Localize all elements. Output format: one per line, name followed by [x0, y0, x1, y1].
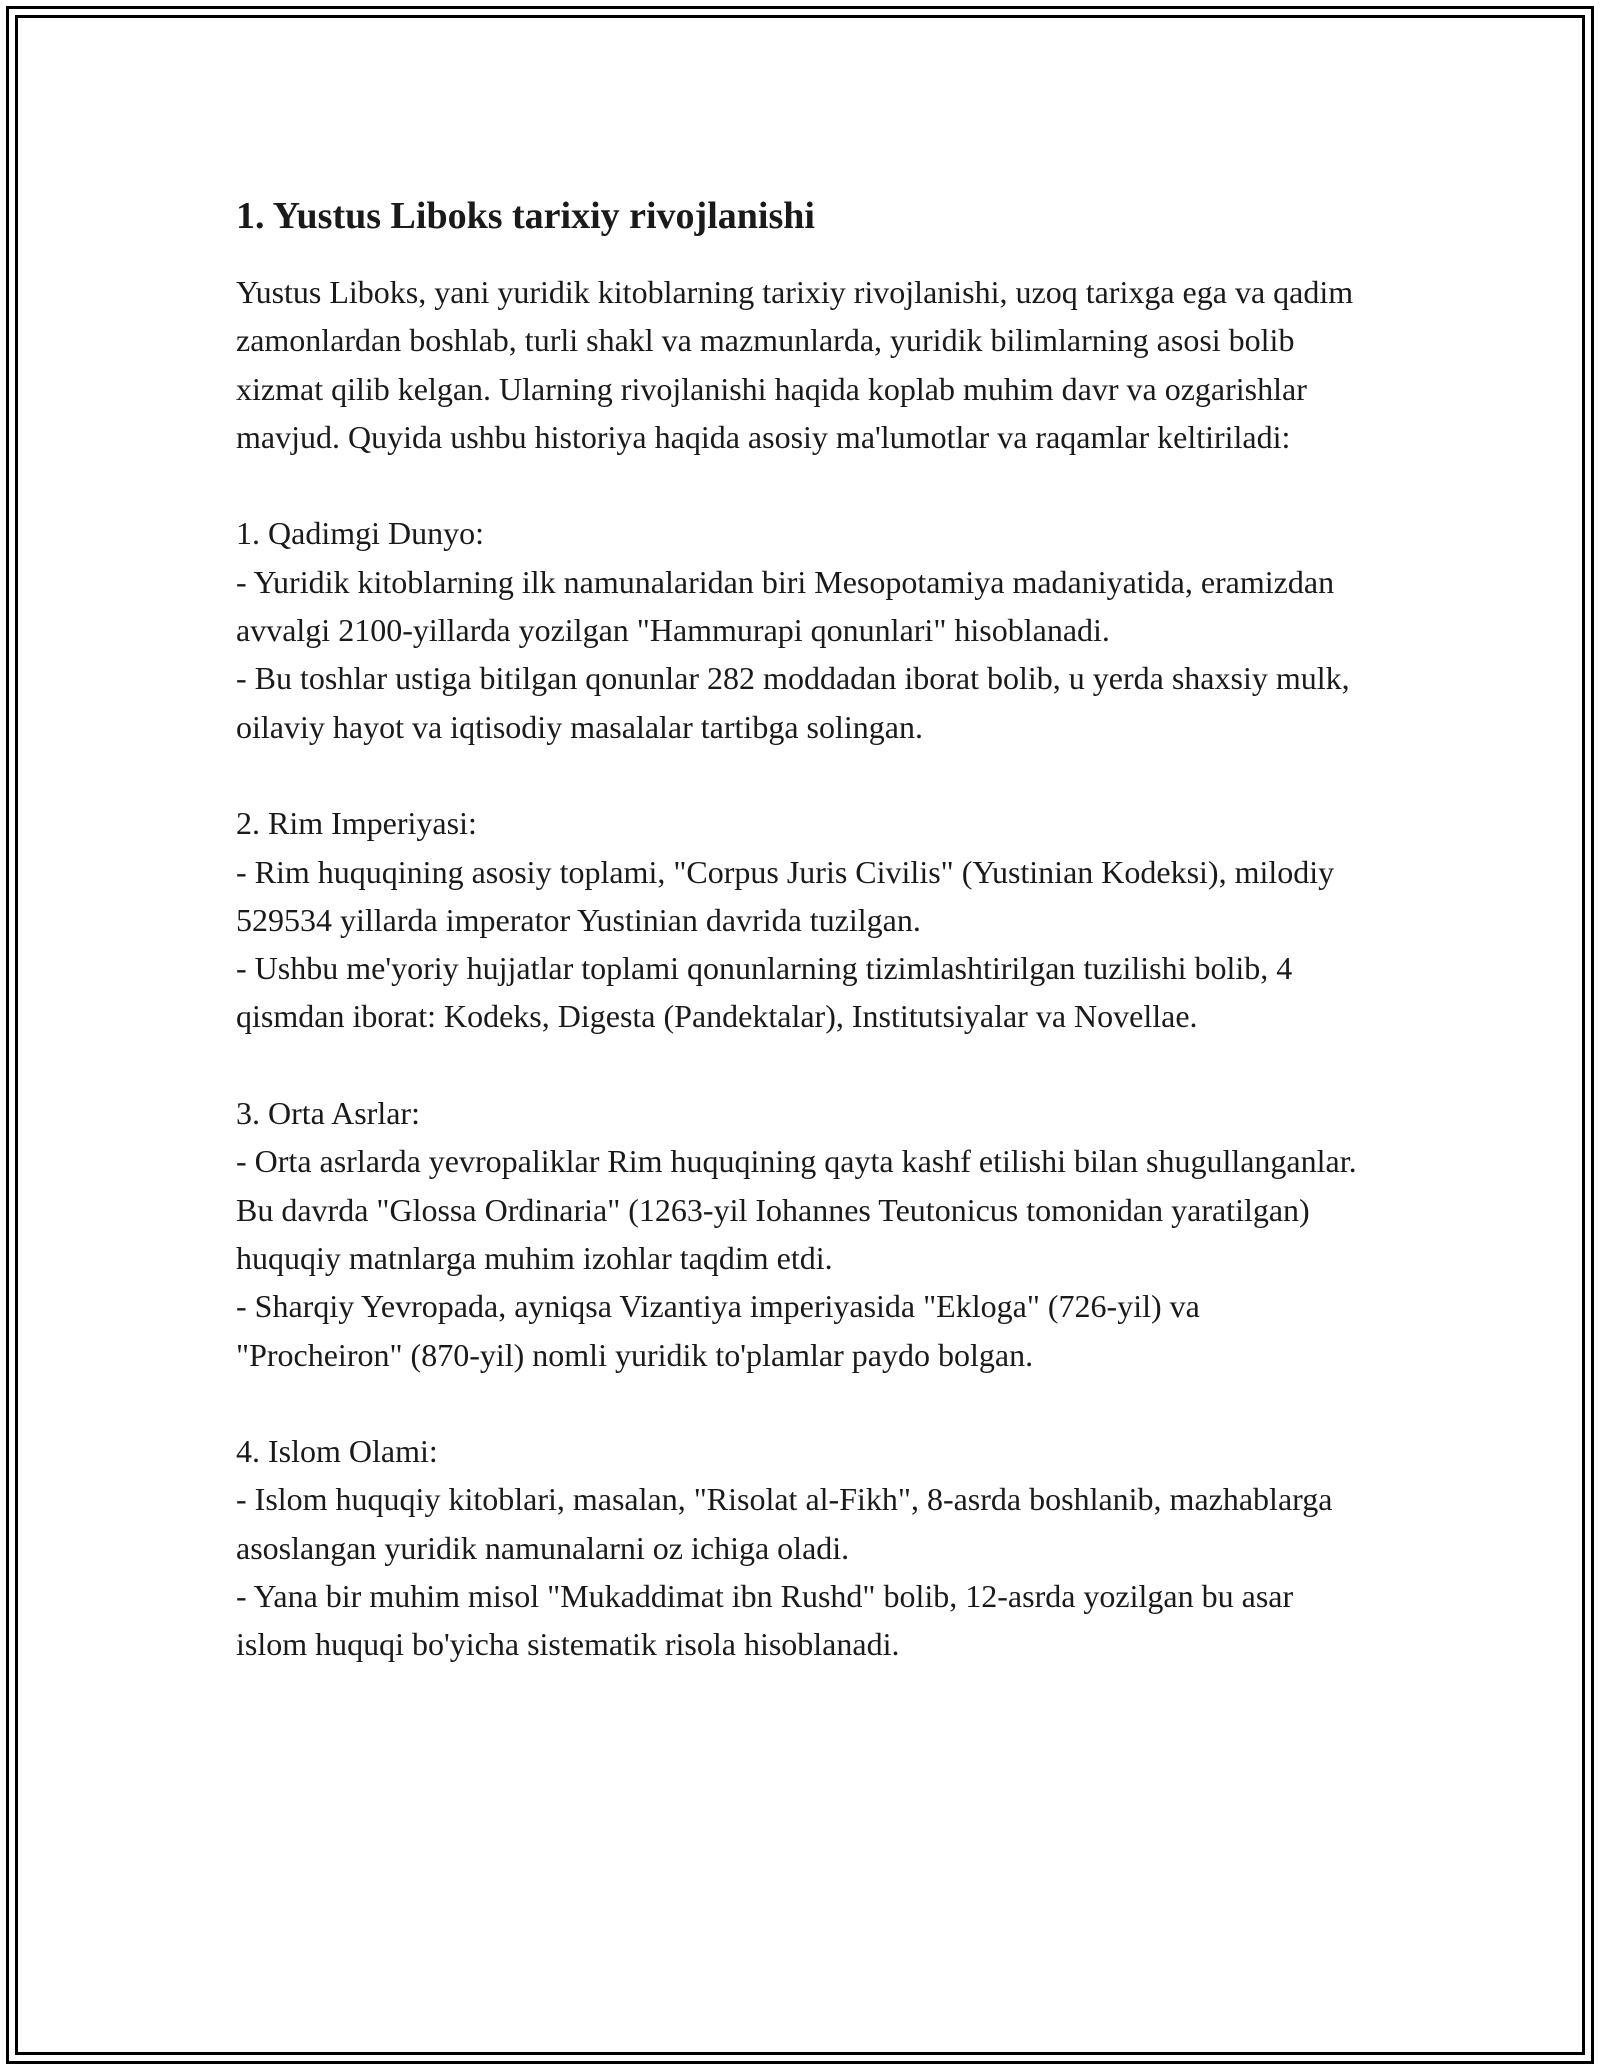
section-middle-ages [236, 1089, 1366, 1379]
section-point: - Ushbu me'yoriy hujjatlar toplami qonunlarning tizimlashtirilgan tuzilishi bolib, 4 qismdan iborat: Kodeks, Digesta (Pandektalar), Institutsiyalar va Novellae. [236, 950, 1293, 1035]
section-islamic-world [236, 1427, 1366, 1668]
section-heading: 4. Islom Olami: [236, 1433, 438, 1470]
section-roman-empire [236, 799, 1366, 1040]
section-point: - Bu toshlar ustiga bitilgan qonunlar 282 moddadan iborat bolib, u yerda shaxsiy mulk, oilaviy hayot va iqtisodiy masalalar tartibga solingan. [236, 660, 1350, 745]
section-point: - Orta asrlarda yevropaliklar Rim huquqining qayta kashf etilishi bilan shugullanganlar. Bu davrda "Glossa Ordinaria" (1263-yil Iohannes Teutonicus tomonidan yaratilgan) huquqiy matnlarga muhim izohlar taqdim etdi. [236, 1143, 1357, 1276]
section-heading: 1. Qadimgi Dunyo: [236, 515, 484, 552]
intro-paragraph: Yustus Liboks, yani yuridik kitoblarning tarixiy rivojlanishi, uzoq tarixga ega va qadim zamonlardan boshlab, turli shakl va mazmunlarda, yuridik bilimlarning asosi bolib xizmat qilib kelgan. Ularning rivojlanishi haqida koplab muhim davr va ozgarishlar mavjud. Quyida ushbu historiya haqida asosiy ma'lumotlar va raqamlar keltiriladi: [236, 274, 1354, 455]
section-point: - Yana bir muhim misol "Mukaddimat ibn Rushd" bolib, 12-asrda yozilgan bu asar islom huquqi bo'yicha sistematik risola hisoblanadi. [236, 1578, 1294, 1663]
section-point: - Sharqiy Yevropada, ayniqsa Vizantiya imperiyasida "Ekloga" (726-yil) va "Procheiron" (870-yil) nomli yuridik to'plamlar paydo bolgan. [236, 1288, 1200, 1373]
section-point: - Yuridik kitoblarning ilk namunalaridan biri Mesopotamiya madaniyatida, eramizdan avvalgi 2100-yillarda yozilgan "Hammurapi qonunlari" hisoblanadi. [236, 563, 1335, 649]
section-point: - Islom huquqiy kitoblari, masalan, "Risolat al-Fikh", 8-asrda boshlanib, mazhablarga asoslangan yuridik namunalarni oz ichiga oladi. [236, 1481, 1333, 1566]
document-title: 1. Yustus Liboks tarixiy rivojlanishi [236, 195, 815, 237]
section-point: - Rim huquqining asosiy toplami, "Corpus Juris Civilis" (Yustinian Kodeksi), milodiy 529534 yillarda imperator Yustinian davrida tuzilgan. [236, 853, 1335, 938]
section-heading: 3. Orta Asrlar: [236, 1095, 420, 1132]
section-ancient-world [236, 509, 1366, 750]
section-heading: 2. Rim Imperiyasi: [236, 805, 477, 842]
document-body [236, 188, 1366, 1669]
